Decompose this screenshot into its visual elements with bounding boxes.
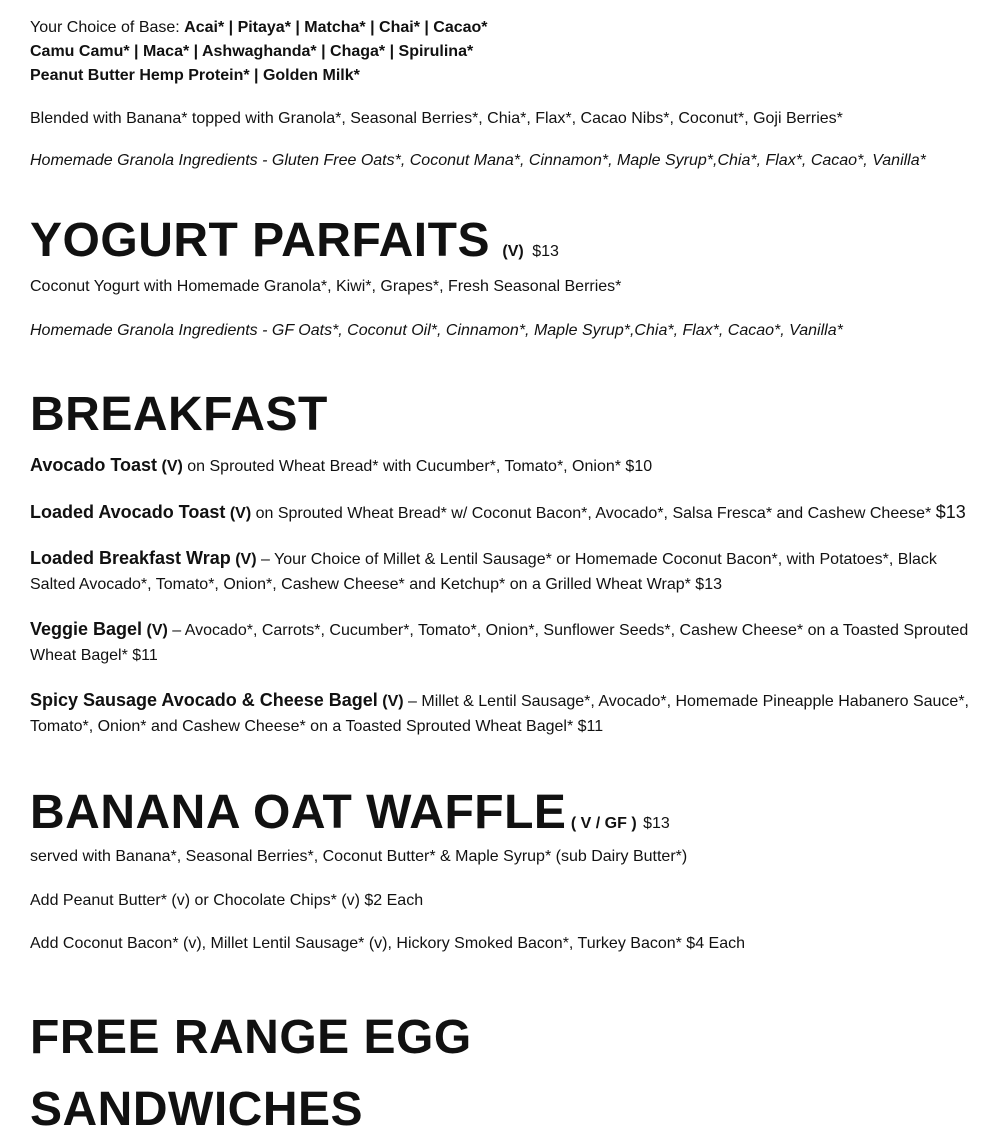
- breakfast-items: [30, 453, 970, 739]
- item-name: Veggie Bagel: [30, 619, 143, 639]
- item-tag: (V): [161, 458, 183, 475]
- yogurt-title: YOGURT PARFAITS: [30, 214, 490, 267]
- item-name: Avocado Toast: [30, 455, 158, 475]
- base-options-1: Acai* | Pitaya* | Matcha* | Chai* | Cacao*: [184, 19, 488, 36]
- waffle-price: $13: [643, 815, 670, 832]
- menu-item-loaded-breakfast-wrap: [30, 546, 970, 597]
- menu-item-loaded-avocado-toast: [30, 500, 970, 526]
- menu-item-veggie-bagel: [30, 617, 970, 668]
- item-name: Loaded Avocado Toast: [30, 502, 226, 522]
- menu-item-avocado-toast: [30, 453, 970, 479]
- item-desc: on Sprouted Wheat Bread* with Cucumber*, Tomato*, Onion* $10: [182, 458, 653, 475]
- item-desc: – Avocado*, Carrots*, Cucumber*, Tomato*, Onion*, Sunflower Seeds*, Cashew Cheese* on a Toasted Sprouted Wheat Bagel* $11: [30, 622, 969, 664]
- egg-heading: [30, 1002, 970, 1146]
- base-choices: [30, 16, 970, 88]
- item-desc: on Sprouted Wheat Bread* w/ Coconut Bacon*, Avocado*, Salsa Fresca* and Cashew Cheese*: [251, 505, 936, 522]
- egg-title-line-1: FREE RANGE EGG: [30, 1011, 472, 1064]
- yogurt-tag: (V): [502, 243, 524, 260]
- item-tag: (V): [235, 551, 257, 568]
- yogurt-granola-note: Homemade Granola Ingredients - GF Oats*, Coconut Oil*, Cinnamon*, Maple Syrup*,Chia*, Flax*, Cacao*, Vanilla*: [30, 322, 843, 339]
- waffle-title: BANANA OAT WAFFLE: [30, 786, 567, 839]
- granola-note-small: Homemade Granola Ingredients - Gluten Free Oats*, Coconut Mana*, Cinnamon*, Maple Syrup*,Chia*, Flax*, Cacao*, Vanilla*: [30, 152, 926, 169]
- yogurt-heading: [30, 213, 970, 269]
- yogurt-description: Coconut Yogurt with Homemade Granola*, Kiwi*, Grapes*, Fresh Seasonal Berries*: [30, 278, 622, 295]
- blend-description: Blended with Banana* topped with Granola*, Seasonal Berries*, Chia*, Flax*, Cacao Nibs*, Coconut*, Goji Berries*: [30, 110, 843, 127]
- item-tag: (V): [146, 622, 168, 639]
- item-name: Loaded Breakfast Wrap: [30, 548, 231, 568]
- breakfast-title: BREAKFAST: [30, 388, 328, 441]
- waffle-addon-2: Add Coconut Bacon* (v), Millet Lentil Sausage* (v), Hickory Smoked Bacon*, Turkey Bacon* $4 Each: [30, 935, 746, 952]
- base-line-2: [30, 40, 970, 64]
- base-options-2: Camu Camu* | Maca* | Ashwaghanda* | Chaga* | Spirulina*: [30, 43, 474, 60]
- item-desc: – Your Choice of Millet & Lentil Sausage* or Homemade Coconut Bacon*, with Potatoes*, Black Salted Avocado*, Tomato*, Onion*, Cashew Cheese* and Ketchup* on a Grilled Wheat Wrap* $13: [30, 551, 937, 593]
- base-options-3: Peanut Butter Hemp Protein* | Golden Milk*: [30, 67, 360, 84]
- base-line-1: [30, 16, 970, 40]
- waffle-tag: ( V / GF ): [566, 815, 642, 832]
- base-prefix: Your Choice of Base:: [30, 19, 185, 36]
- egg-title-line-2: SANDWICHES: [30, 1083, 364, 1136]
- menu-item-spicy-sausage-bagel: [30, 688, 970, 739]
- item-tag: (V): [382, 693, 404, 710]
- waffle-description: served with Banana*, Seasonal Berries*, Coconut Butter* & Maple Syrup* (sub Dairy Butter*): [30, 848, 688, 865]
- item-name: Spicy Sausage Avocado & Cheese Bagel: [30, 690, 378, 710]
- item-price: $13: [935, 502, 966, 522]
- item-tag: (V): [229, 505, 252, 522]
- item-desc: – Millet & Lentil Sausage*, Avocado*, Homemade Pineapple Habanero Sauce*, Tomato*, Onion* and Cashew Cheese* on a Toasted Sprouted Wheat Bagel* $11: [30, 693, 969, 735]
- waffle-heading: [30, 785, 970, 841]
- waffle-addon-1: Add Peanut Butter* (v) or Chocolate Chips* (v) $2 Each: [30, 892, 424, 909]
- menu-page: [30, 16, 970, 1146]
- base-line-3: [30, 64, 970, 88]
- yogurt-price: $13: [532, 243, 559, 260]
